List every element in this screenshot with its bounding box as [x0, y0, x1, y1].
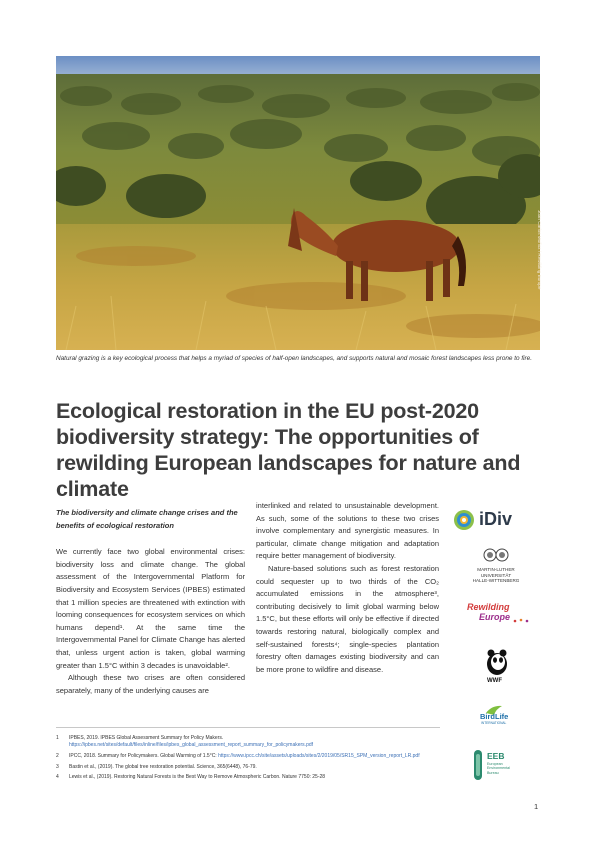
paragraph: Although these two crises are often considered separately, many of the underlying causes are: [56, 673, 245, 695]
photo-credit: Juan Carlos Muñoz / Rewilding Europe: [537, 210, 542, 290]
footnote-text: IPBES, 2019. IPBES Global Assessment Summary for Policy Makers.: [69, 735, 224, 741]
landscape-horse-image: [56, 56, 540, 350]
birdlife-wordmark: BirdLife: [480, 712, 509, 721]
footnotes: [56, 727, 440, 785]
right-column: [256, 500, 439, 676]
eeb-sub-line: Bureau: [487, 770, 499, 775]
eeb-logo: [452, 748, 540, 786]
eeb-wordmark: EEB: [487, 751, 505, 761]
paragraph: We currently face two global environmental crises: biodiversity loss and climate change. The global assessment of the Intergovernmental Platform for Biodiversity and Ecosystem Services (IPBES) estimated that 1 million species are threatened with extinction with looming consequences for ecosystem services on which humans depend¹. At the same time the Intergovernmental Panel for Climate Change has alerted that, unless urgent action is taken, global warming greater than 1.5°C within 3 decades is unavoidable².: [56, 547, 245, 670]
panda-icon: [485, 648, 509, 676]
wwf-wordmark: WWF: [487, 678, 502, 684]
idiv-circle-icon: [452, 508, 476, 532]
footnote-text: IPCC, 2018. Summary for Policymakers. Global Warming of 1.5°C:: [69, 752, 217, 759]
eeb-sub-line: European: [487, 762, 503, 766]
rewilding-stars-icon: [512, 617, 532, 625]
left-column: [56, 507, 245, 697]
paragraph: Nature-based solutions such as forest restoration could sequester up to two thirds of the CO₂ accumulated emissions in the atmosphere³, contributing decisively to limit global warming below 1.5°C, but these efforts will only be effective if directed towards restoring natural, biologically complex and self-sustained forests⁴; single-species plantation forestry often damages existing biodiversity and can be more prone to wildfire and disease.: [256, 563, 439, 674]
rewilding-europe-logo: [452, 600, 540, 628]
idiv-logo: [452, 508, 540, 532]
mlu-seal-icon: [481, 548, 511, 562]
footnote-number: 1: [56, 735, 59, 741]
europe-word: Europe: [479, 612, 511, 622]
footnote-number: 2: [56, 752, 59, 759]
birdlife-logo: [452, 703, 540, 737]
footnote-number: 4: [56, 774, 59, 781]
footnote-text: Bastin et al., (2019). The global tree restoration potential. Science, 365(6448), 76-79.: [69, 763, 257, 770]
birdlife-subtitle: INTERNATIONAL: [481, 721, 507, 725]
eeb-subtitle: [487, 762, 527, 775]
hero-photo: [56, 56, 540, 350]
wwf-logo: [452, 648, 540, 688]
rewilding-word: Rewilding: [467, 602, 510, 612]
footnote-text: Lewis et al., (2019). Restoring Natural Forests is the Best Way to Remove Atmospheric Carbon. Nature 7750: 25-28: [69, 774, 326, 781]
mlu-line: MARTIN-LUTHER: [477, 567, 515, 572]
footnote: [56, 753, 440, 760]
page-title: Ecological restoration in the EU post-2020 biodiversity strategy: The opportunities of rewilding European landscapes for nature and climate: [56, 399, 521, 501]
rewilding-wordmark: [467, 602, 510, 622]
mlu-line: HALLE-WITTENBERG: [472, 578, 520, 583]
eeb-sub-line: Environmental: [487, 766, 510, 771]
footnote-link[interactable]: https://www.ipcc.ch/site/assets/uploads/sites/2/2019/05/SR15_SPM_version_report_LR.pdf: [218, 752, 420, 759]
footnote-number: 3: [56, 763, 59, 770]
mlu-line: UNIVERSITÄT: [480, 572, 512, 578]
footnote: [56, 764, 440, 771]
section-subheading: The biodiversity and climate change crises and the benefits of ecological restoration: [56, 508, 238, 530]
footnote: [56, 735, 440, 749]
idiv-wordmark: iDiv: [479, 509, 513, 529]
footnote: [56, 774, 440, 781]
paragraph: interlinked and related to unsustainable development. As such, some of the solutions to these two crises involve complementary and synergistic measures. In particular, climate change mitigation and adaptation require better management of biodiversity.: [256, 501, 439, 561]
footnote-link[interactable]: https://ipbes.net/sites/default/files/inline/files/ipbes_global_assessment_report_summary_for_policymakers.pdf: [69, 742, 314, 749]
page-number: 1: [534, 802, 539, 811]
photo-caption: Natural grazing is a key ecological process that helps a myriad of species of half-open landscapes, and supports natural and mosaic forest landscapes less prone to fire.: [56, 355, 533, 362]
mlu-logo: [452, 548, 540, 584]
eeb-leaf-icon: [472, 750, 484, 780]
